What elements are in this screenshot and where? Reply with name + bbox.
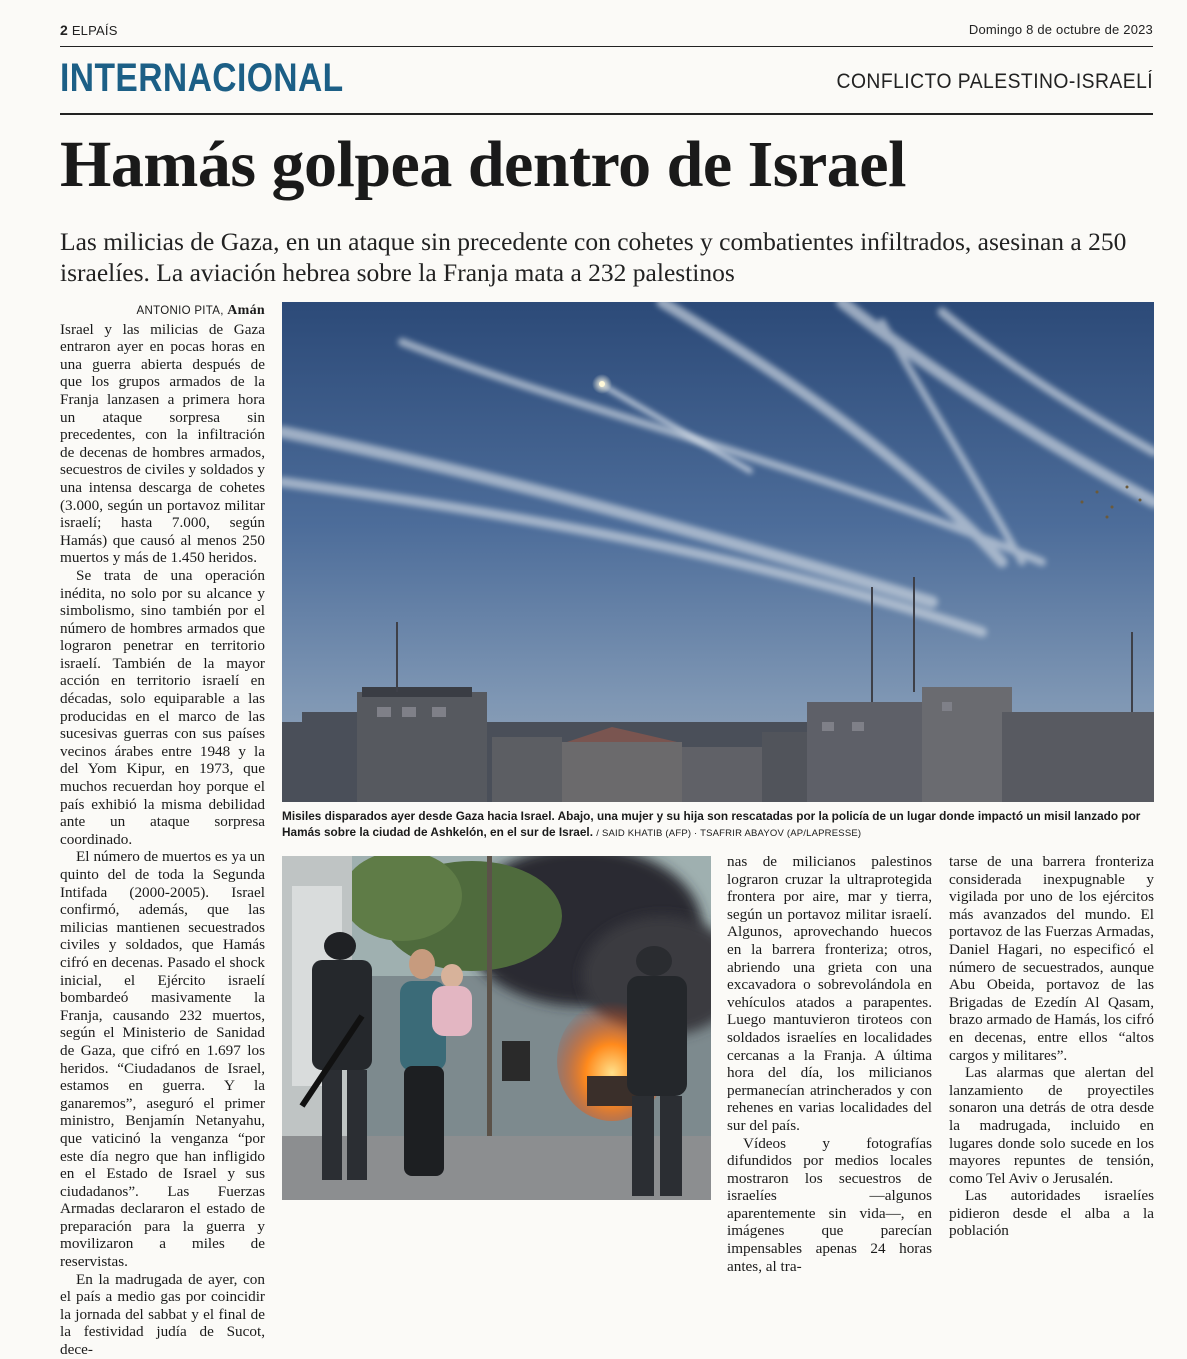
top-rule — [60, 46, 1153, 47]
paragraph: Israel y las milicias de Gaza entraron ayer en pocas horas en una guerra abierta después de que los grupos armados de la Franja lanzasen a primera hora un ataque sorpresa sin precedentes, con la infiltración de decenas de hombres armados, secuestros de civiles y soldados y una intensa descarga de cohetes (3.000, según un portavoz militar israelí; hasta 7.000, según Hamás) que causó al menos 250 muertos y más de 1.450 heridos. — [60, 320, 265, 567]
paragraph: nas de milicianos palestinos lograron cruzar la ultraprotegida frontera por aire, mar y tierra, según un portavoz militar israelí. Algunos, aprovechando huecos en la barrera fronteriza; otros, abriendo una grieta con una excavadora o sobrevolándola en vehículos atados a parapentes. Luego mantuvieron tiroteos con soldados israelíes en localidades cercanas a la Franja. A última hora del día, los milicianos permanecían atrincherados y con rehenes en varias localidades del sur del país. — [727, 853, 932, 1134]
article-column-3 — [727, 853, 932, 1275]
rockets-photo — [282, 302, 1154, 802]
issue-date: Domingo 8 de octubre de 2023 — [968, 22, 1153, 37]
paragraph: Las autoridades israelíes pidieron desde el alba a la población — [949, 1187, 1154, 1240]
page-number: 2 — [60, 22, 68, 38]
photo-credit: / SAID KHATIB (AFP) · TSAFRIR ABAYOV (AP/LAPRESSE) — [596, 828, 862, 839]
section-topic: CONFLICTO PALESTINO-ISRAELÍ — [836, 70, 1153, 93]
author: ANTONIO PITA, — [136, 305, 224, 317]
section-rule — [60, 113, 1153, 115]
section-name: INTERNACIONAL — [60, 56, 344, 100]
article-column-1 — [60, 302, 265, 1359]
caption-text: Misiles disparados ayer desde Gaza hacia Israel. Abajo, una mujer y su hija son rescatadas por la policía de un lugar donde impactó un misil lanzado por Hamás sobre la ciudad de Ashkelón, en el sur de Israel. — [282, 809, 1141, 839]
paragraph: Las alarmas que alertan del lanzamiento de proyectiles sonaron una detrás de otra desde la madrugada, incluido en lugares donde solo sucede en los mayores repuntes de tensión, como Tel Aviv o Jerusalén. — [949, 1064, 1154, 1187]
dateline: Amán — [227, 303, 265, 318]
rescue-photo — [282, 856, 711, 1200]
subhead: Las milicias de Gaza, en un ataque sin precedente con cohetes y combatientes infiltrados, asesinan a 250 israelíes. La aviación hebrea sobre la Franja mata a 232 palestinos — [60, 227, 1127, 287]
byline — [60, 302, 265, 321]
article-column-4 — [949, 853, 1154, 1240]
paragraph: Se trata de una operación inédita, no solo por su alcance y simbolismo, sino también por el número de hombres armados que lograron penetrar en territorio israelí. También de la mayor acción en territorio israelí en décadas, solo equiparable a las producidas en el marco de las sucesivas guerras con sus países vecinos árabes entre 1948 y la del Yom Kipur, en 1973, que muchos recuerdan hoy porque el país exhibió la misma debilidad ante un ataque sorpresa coordinado. — [60, 566, 265, 848]
headline: Hamás golpea dentro de Israel — [60, 128, 906, 201]
paper-name: ELPAÍS — [71, 23, 118, 38]
paragraph: En la madrugada de ayer, con el país a medio gas por coincidir la jornada del sabbat y el final de la festividad judía de Sucot, dece- — [60, 1270, 265, 1359]
paragraph: El número de muertos es ya un quinto del de toda la Segunda Intifada (2000-2005). Israel confirmó, además, que las milicias mantienen secuestrados civiles y soldados, que Hamás cifró en decenas. Pasado el shock inicial, el Ejército israelí bombardeó masivamente la Franja, causando 232 muertos, según el Ministerio de Sanidad de Gaza, que cifró en 1.697 los heridos. “Ciudadanos de Israel, estamos en guerra. Y la ganaremos”, aseguró el primer ministro, Benjamín Netanyahu, que vaticinó la venganza “por este día negro que han infligido en el Estado de Israel y sus ciudadanos”. Las Fuerzas Armadas declararon el estado de preparación para la guerra y movilizaron a miles de reservistas. — [60, 848, 265, 1271]
folio-left — [60, 22, 118, 38]
photo-caption — [282, 808, 1154, 842]
paragraph: tarse de una barrera fronteriza considerada inexpugnable y vigilada por uno de los ejércitos más avanzados del mundo. El portavoz de las Fuerzas Armadas, Daniel Hagari, no especificó el número de secuestrados, aunque Abu Obeida, portavoz de las Brigadas de Ezedín Al Qasam, brazo armado de Hamás, los cifró en decenas, entre ellos “altos cargos y militares”. — [949, 853, 1154, 1064]
paragraph: Vídeos y fotografías difundidos por medios locales mostraron los secuestros de israelíes —algunos aparentemente sin vida—, en imágenes que parecían impensables apenas 24 horas antes, al tra- — [727, 1134, 932, 1275]
